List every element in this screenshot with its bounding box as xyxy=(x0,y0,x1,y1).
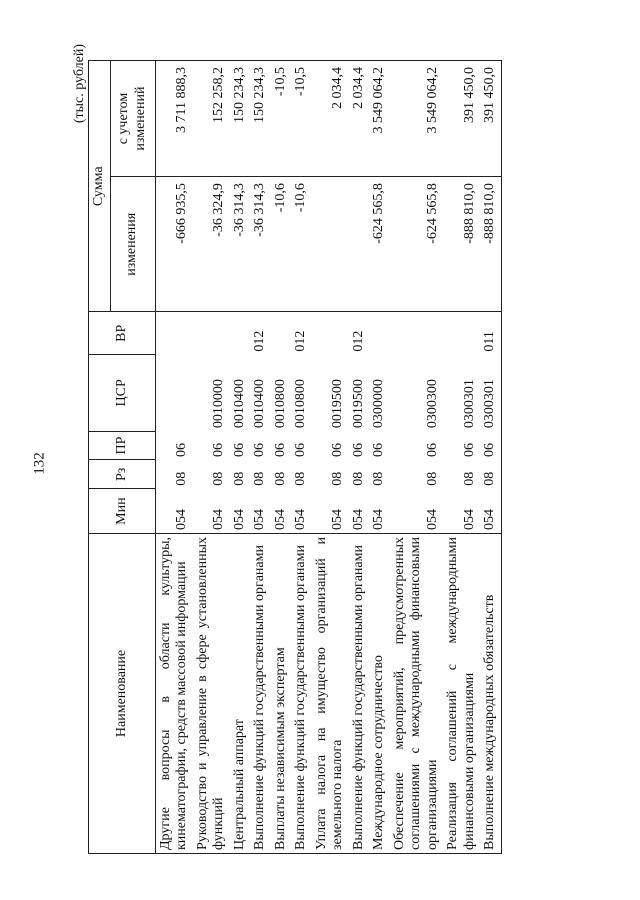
header-vr: ВР xyxy=(89,312,156,355)
row-vr xyxy=(230,312,251,355)
header-sum: Сумма xyxy=(89,61,111,312)
row-min: 054 xyxy=(369,489,390,534)
row-rz: 08 xyxy=(211,471,227,486)
row-vr xyxy=(390,312,444,355)
table-row xyxy=(230,61,251,854)
table-body xyxy=(155,61,501,854)
row-changes xyxy=(349,177,370,312)
row-vr: 012 xyxy=(291,312,312,355)
row-name: Другие вопросы в области культуры, кинематографии, средств массовой информации xyxy=(155,533,193,853)
row-name: Уплата налога на имущество организаций и земельного налога xyxy=(312,533,349,853)
row-min: 054 xyxy=(480,489,501,534)
row-csr: 0300000 xyxy=(371,379,387,429)
row-vr: 011 xyxy=(480,312,501,355)
row-min: 054 xyxy=(443,489,480,534)
row-total: 2 034,4 xyxy=(312,61,349,177)
row-name: Выплаты независимым экспертам xyxy=(271,533,292,853)
row-pr: 06 xyxy=(231,442,247,457)
row-total: 391 450,0 xyxy=(443,61,480,177)
row-min: 054 xyxy=(230,489,251,534)
row-rz: 08 xyxy=(371,471,387,486)
table-row xyxy=(250,61,271,854)
units-label: (тыс. рублей) xyxy=(72,44,87,124)
row-total: 391 450,0 xyxy=(480,61,501,177)
row-changes: -888 810,0 xyxy=(480,177,501,312)
header-rz: Рз xyxy=(89,460,156,489)
row-total: 150 234,3 xyxy=(230,61,251,177)
row-changes: -624 565,8 xyxy=(369,177,390,312)
row-changes: -10,6 xyxy=(271,177,292,312)
row-csr: 0019500 xyxy=(330,379,346,429)
row-rz: 08 xyxy=(350,471,366,486)
row-pr: 06 xyxy=(461,442,477,457)
row-rz: 08 xyxy=(252,471,268,486)
table-row xyxy=(390,61,444,854)
row-changes xyxy=(312,177,349,312)
row-name: Центральный аппарат xyxy=(230,533,251,853)
table-row xyxy=(369,61,390,854)
row-total: 2 034,4 xyxy=(349,61,370,177)
row-rz: 08 xyxy=(272,471,288,486)
table-row xyxy=(291,61,312,854)
table-row xyxy=(193,61,230,854)
header-changes: изменения xyxy=(110,177,155,312)
row-csr xyxy=(155,355,193,431)
row-rz: 08 xyxy=(424,471,440,486)
row-total: 150 234,3 xyxy=(250,61,271,177)
row-csr: 0010400 xyxy=(231,379,247,429)
row-total: 3 549 064,2 xyxy=(369,61,390,177)
row-rz: 08 xyxy=(461,471,477,486)
row-name: Руководство и управление в сфере установленных функций xyxy=(193,533,230,853)
row-pr: 06 xyxy=(350,442,366,457)
row-total: 3 549 064,2 xyxy=(390,61,444,177)
table-row xyxy=(271,61,292,854)
row-rz: 08 xyxy=(480,460,501,489)
table-row xyxy=(443,61,480,854)
row-min: 054 xyxy=(390,489,444,534)
row-name: Международное сотрудничество xyxy=(369,533,390,853)
row-csr: 0300301 xyxy=(480,355,501,431)
row-csr: 0019500 xyxy=(350,379,366,429)
budget-table xyxy=(88,60,502,854)
row-csr: 0010000 xyxy=(211,379,227,429)
row-total: -10,5 xyxy=(291,61,312,177)
row-csr: 0010800 xyxy=(272,379,288,429)
header-name: Наименование xyxy=(89,533,156,853)
row-vr xyxy=(155,312,193,355)
row-pr: 06 xyxy=(371,442,387,457)
header-min: Мин xyxy=(89,489,156,534)
row-rz: 08 xyxy=(330,471,346,486)
row-name: Обеспечение мероприятий, предусмотренных соглашениями с международными финансовыми организациями xyxy=(390,533,444,853)
row-changes: -36 324,9 xyxy=(193,177,230,312)
row-changes: -624 565,8 xyxy=(390,177,444,312)
header-with-changes: с учетом изменений xyxy=(110,61,155,177)
table-row xyxy=(312,61,349,854)
row-vr: 012 xyxy=(250,312,271,355)
row-name: Выполнение международных обязательств xyxy=(480,533,501,853)
row-changes: -36 314,3 xyxy=(230,177,251,312)
row-min: 054 xyxy=(155,489,193,534)
row-rz: 08 xyxy=(231,471,247,486)
row-vr: 012 xyxy=(349,312,370,355)
row-min: 054 xyxy=(312,489,349,534)
row-vr xyxy=(312,312,349,355)
row-changes: -666 935,5 xyxy=(155,177,193,312)
row-changes: -36 314,3 xyxy=(250,177,271,312)
row-pr: 06 xyxy=(480,431,501,460)
row-vr xyxy=(271,312,292,355)
row-min: 054 xyxy=(349,489,370,534)
row-total: -10,5 xyxy=(271,61,292,177)
row-vr xyxy=(193,312,230,355)
header-csr: ЦСР xyxy=(89,355,156,431)
row-csr: 0010400 xyxy=(252,379,268,429)
row-changes: -888 810,0 xyxy=(443,177,480,312)
table-row xyxy=(349,61,370,854)
row-pr: 06 xyxy=(252,442,268,457)
page-number: 132 xyxy=(31,452,48,475)
row-total: 152 258,2 xyxy=(193,61,230,177)
row-pr: 06 xyxy=(293,442,309,457)
row-min: 054 xyxy=(271,489,292,534)
row-rz: 08 xyxy=(293,471,309,486)
row-pr: 06 xyxy=(424,442,440,457)
header-row-1 xyxy=(89,61,111,854)
row-total: 3 711 888,3 xyxy=(155,61,193,177)
row-rz: 08 xyxy=(174,471,190,486)
table-row xyxy=(155,61,193,854)
row-pr: 06 xyxy=(174,442,190,457)
row-vr xyxy=(443,312,480,355)
row-changes: -10,6 xyxy=(291,177,312,312)
table-row xyxy=(480,61,501,854)
row-csr: 0300300 xyxy=(424,379,440,429)
row-csr: 0300301 xyxy=(461,379,477,429)
row-csr: 0010800 xyxy=(293,379,309,429)
row-pr: 06 xyxy=(272,442,288,457)
row-vr xyxy=(369,312,390,355)
rotated-page-content xyxy=(74,40,640,860)
row-pr: 06 xyxy=(211,442,227,457)
row-name: Выполнение функций государственными органами xyxy=(250,533,271,853)
row-min: 054 xyxy=(291,489,312,534)
row-name: Реализация соглашений с международными финансовыми организациями xyxy=(443,533,480,853)
row-min: 054 xyxy=(250,489,271,534)
row-pr: 06 xyxy=(330,442,346,457)
header-pr: ПР xyxy=(89,431,156,460)
row-min: 054 xyxy=(193,489,230,534)
row-name: Выполнение функций государственными органами xyxy=(349,533,370,853)
row-name: Выполнение функций государственными органами xyxy=(291,533,312,853)
